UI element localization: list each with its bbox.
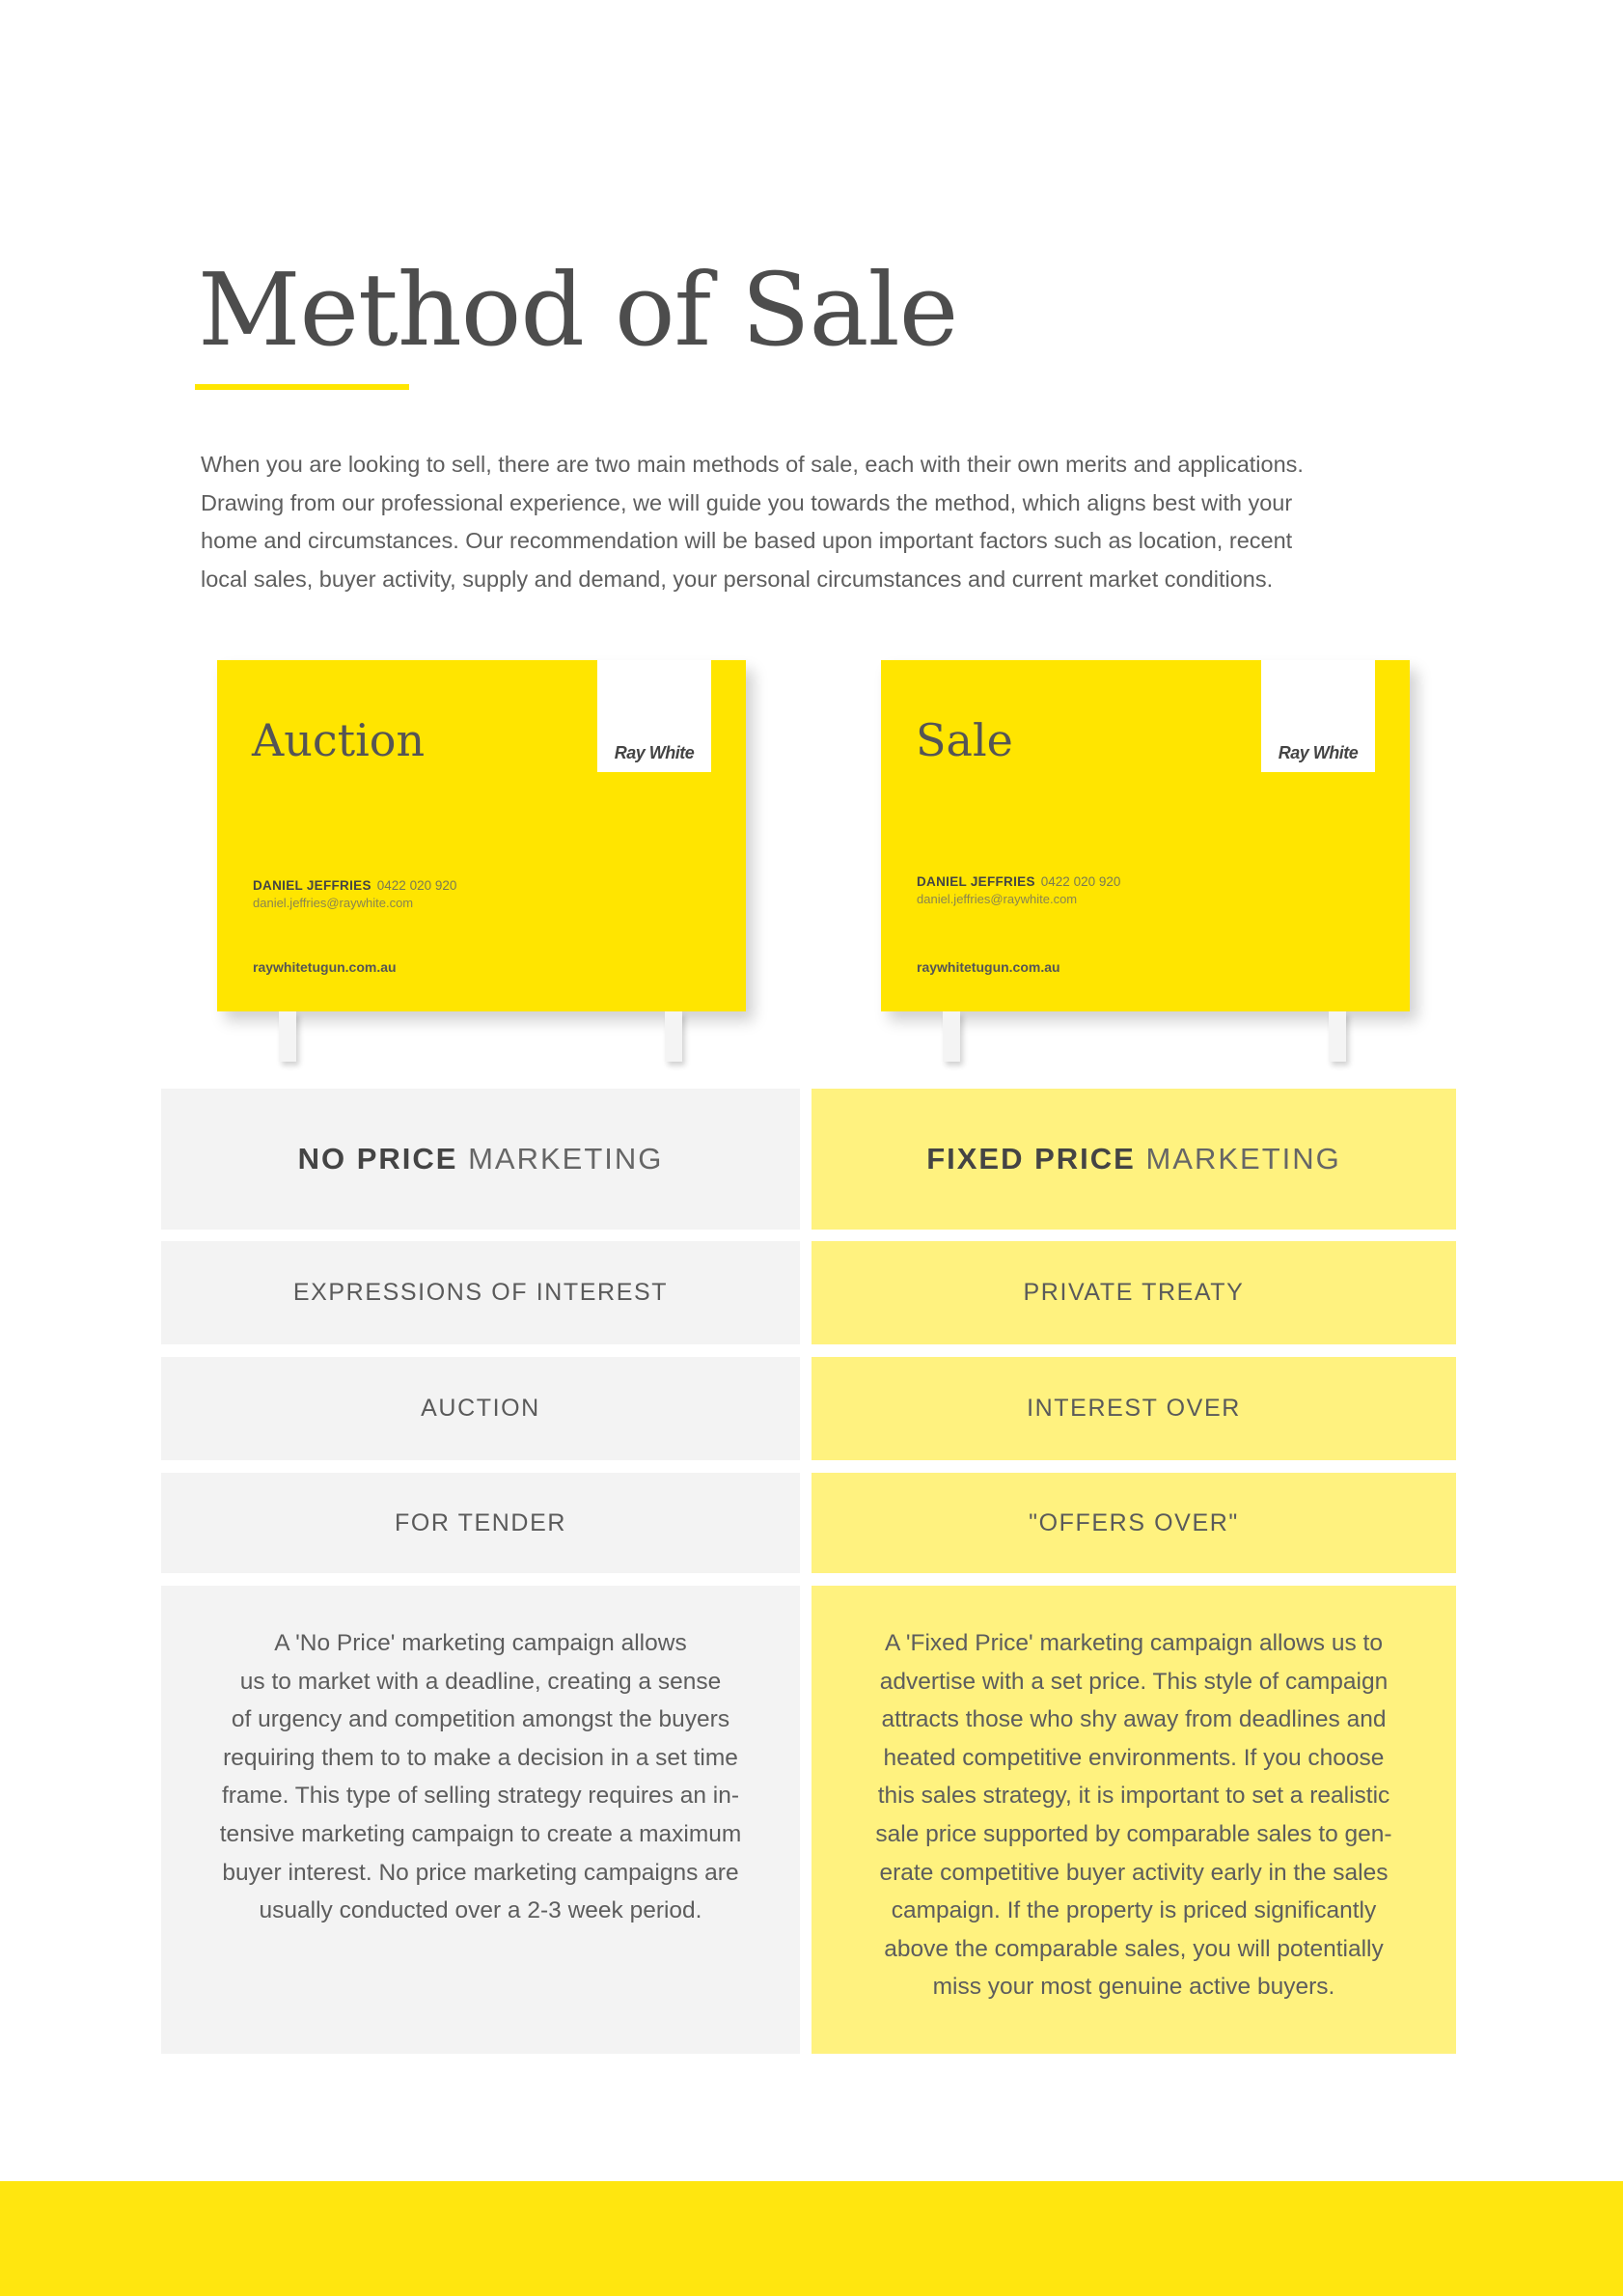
auction-signboard [217, 660, 746, 1011]
description-line: attracts those who shy away from deadlines and [881, 1706, 1387, 1733]
description-line: sale price supported by comparable sales to gen- [875, 1820, 1392, 1847]
title-underline [195, 384, 409, 390]
description-line: this sales strategy, it is important to set a realistic [877, 1783, 1390, 1810]
description-line: us to market with a deadline, creating a sense [239, 1668, 722, 1695]
row-label: PRIVATE TREATY [1023, 1279, 1245, 1306]
no-price-row [161, 1357, 800, 1460]
sign-post [1329, 1011, 1346, 1062]
agent-name: DANIEL JEFFRIES [917, 874, 1035, 889]
sign-agent [917, 874, 1120, 889]
page-title: Method of Sale [198, 251, 958, 369]
footer-bar [0, 2181, 1623, 2296]
logo-text: Ray White [614, 743, 695, 762]
logo-text: Ray White [1278, 743, 1359, 762]
agent-email: daniel.jeffries@raywhite.com [253, 896, 414, 910]
intro-line: Drawing from our professional experience, we will guide you towards the method, which aligns best with your [201, 489, 1293, 515]
sign-post [943, 1011, 960, 1062]
agent-name: DANIEL JEFFRIES [253, 878, 371, 893]
description-line: erate competitive buyer activity early in the sales [879, 1859, 1389, 1886]
description-line: heated competitive environments. If you choose [883, 1744, 1385, 1771]
no-price-row [161, 1241, 800, 1344]
row-label: AUCTION [421, 1395, 540, 1422]
description-line: buyer interest. No price marketing campaigns are [222, 1859, 739, 1886]
row-label: INTEREST OVER [1027, 1395, 1241, 1422]
header-light: MARKETING [1145, 1142, 1341, 1176]
description-line: above the comparable sales, you will potentially [884, 1935, 1384, 1962]
description-line: tensive marketing campaign to create a maximum [219, 1820, 742, 1847]
description-line: of urgency and competition amongst the buyers [231, 1706, 730, 1733]
description-line: advertise with a set price. This style of campaign [879, 1668, 1389, 1695]
intro-line: When you are looking to sell, there are two main methods of sale, each with their own merits and applications. [201, 452, 1304, 477]
fixed-price-row [812, 1241, 1456, 1344]
description-line: campaign. If the property is priced significantly [891, 1897, 1377, 1924]
row-label: FOR TENDER [394, 1508, 567, 1536]
description-line: miss your most genuine active buyers. [932, 1974, 1335, 2001]
intro-paragraph [201, 446, 1436, 598]
description-line: A 'No Price' marketing campaign allows [274, 1630, 687, 1656]
description-line: usually conducted over a 2-3 week period. [259, 1897, 702, 1924]
description-line: frame. This type of selling strategy requires an in- [221, 1783, 740, 1810]
sign-post [279, 1011, 296, 1062]
ray-white-logo [597, 660, 711, 772]
sale-signboard [881, 660, 1410, 1011]
header-light: MARKETING [468, 1142, 664, 1176]
agent-phone: 0422 020 920 [1040, 874, 1121, 889]
fixed-price-row [812, 1357, 1456, 1460]
agent-phone: 0422 020 920 [376, 878, 457, 893]
sign-website: raywhitetugun.com.au [917, 959, 1060, 975]
sign-title: Sale [916, 714, 1013, 766]
sign-post [665, 1011, 682, 1062]
ray-white-logo [1261, 660, 1375, 772]
sign-website: raywhitetugun.com.au [253, 959, 397, 975]
header-bold: NO PRICE [297, 1142, 458, 1176]
row-label: "OFFERS OVER" [1029, 1508, 1239, 1536]
fixed-price-row [812, 1473, 1456, 1573]
header-bold: FIXED PRICE [926, 1142, 1136, 1176]
sign-title: Auction [252, 714, 426, 766]
no-price-header [161, 1089, 800, 1230]
description-line: A 'Fixed Price' marketing campaign allows us to [885, 1630, 1383, 1656]
agent-email: daniel.jeffries@raywhite.com [917, 892, 1078, 906]
intro-line: home and circumstances. Our recommendation will be based upon important factors such as location, recent [201, 528, 1293, 553]
sign-agent [253, 878, 456, 893]
fixed-price-header [812, 1089, 1456, 1230]
intro-line: local sales, buyer activity, supply and demand, your personal circumstances and current market conditions. [201, 566, 1274, 592]
fixed-price-description [812, 1586, 1456, 2054]
no-price-description [161, 1586, 800, 2054]
no-price-row [161, 1473, 800, 1573]
row-label: EXPRESSIONS OF INTEREST [292, 1279, 669, 1306]
description-line: requiring them to to make a decision in a set time [223, 1744, 738, 1771]
